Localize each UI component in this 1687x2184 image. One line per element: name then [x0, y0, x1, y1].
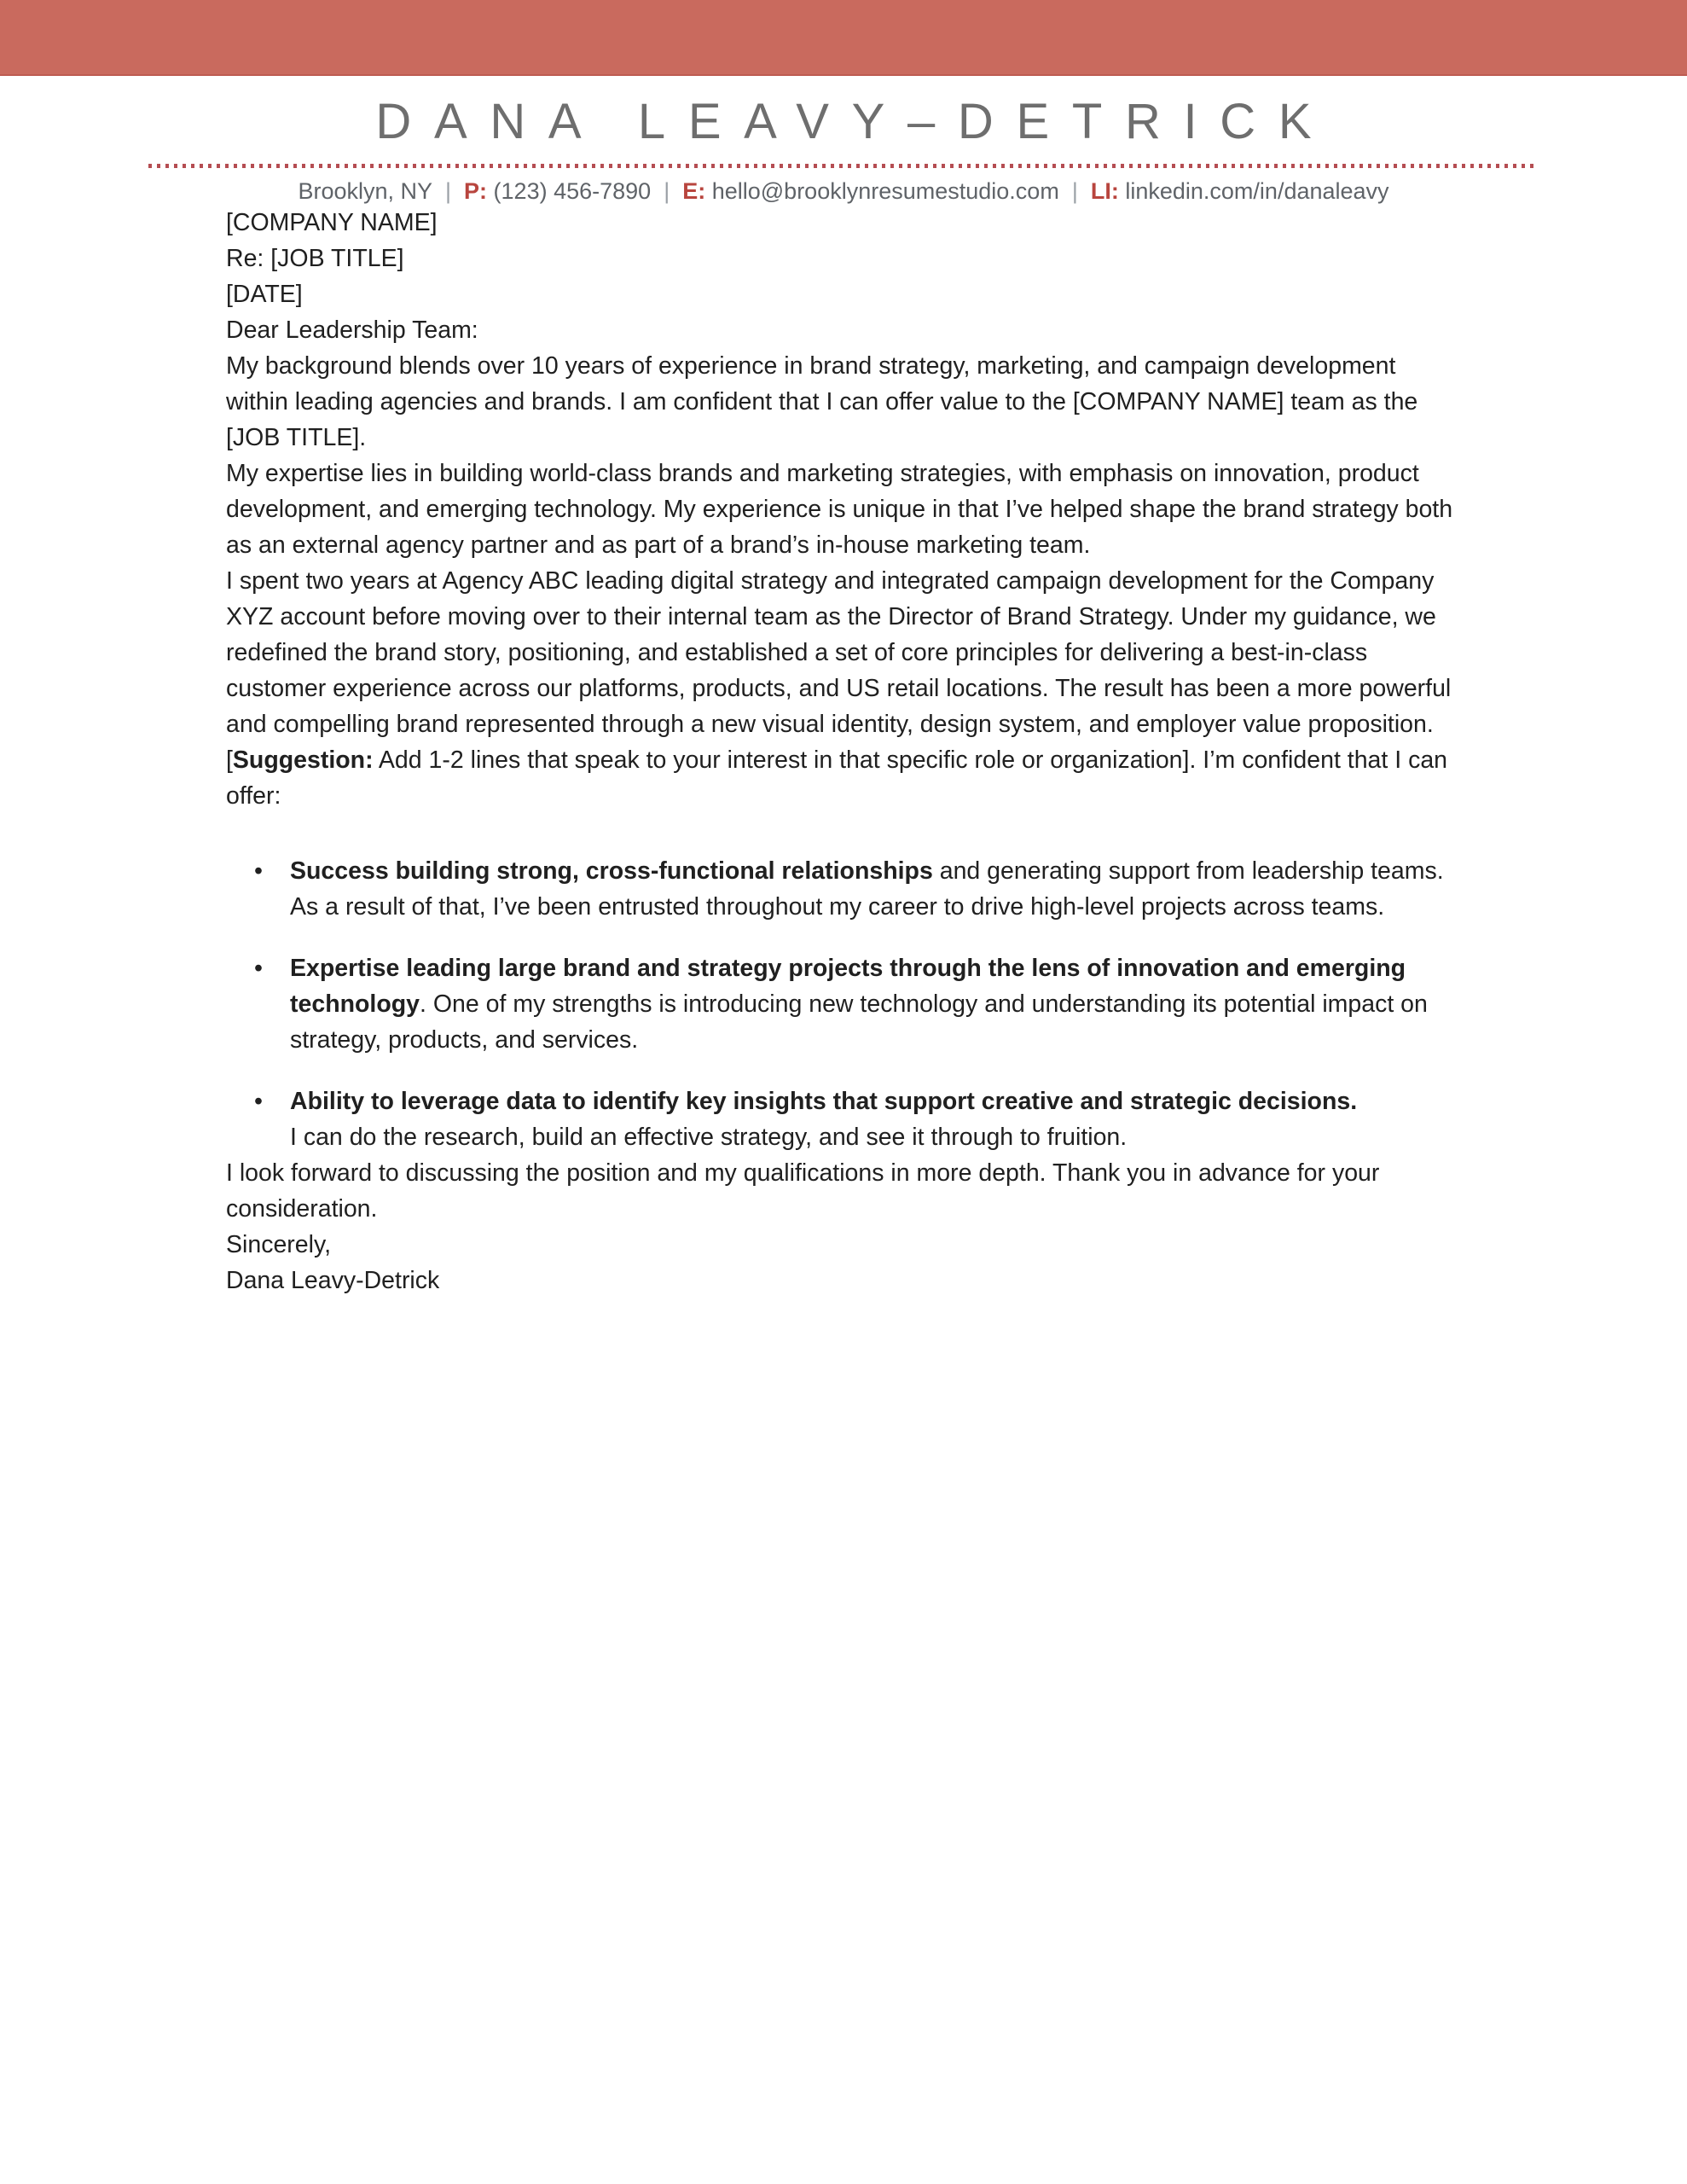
- list-item: [254, 853, 1461, 925]
- bullet-icon: •: [254, 857, 263, 885]
- signature-name: Dana Leavy-Detrick: [226, 1267, 440, 1294]
- bullet-icon: •: [254, 955, 263, 982]
- contact-email: hello@brooklynresumestudio.com: [711, 178, 1059, 204]
- contact-separator: |: [445, 178, 452, 204]
- contact-phone: (123) 456-7890: [493, 178, 652, 204]
- bullet-bold-text: Ability to leverage data to identify key insights that support creative and strategic decisions.: [290, 1088, 1358, 1115]
- recipient-re-line: Re: [JOB TITLE]: [226, 245, 404, 272]
- list-item: [254, 950, 1461, 1058]
- qualifications-list: [226, 853, 1461, 1155]
- contact-linkedin: linkedin.com/in/danaleavy: [1125, 178, 1389, 204]
- suggestion-bold: Suggestion:: [232, 746, 374, 774]
- contact-separator: |: [664, 178, 670, 204]
- letter-body: [0, 205, 1687, 1298]
- list-item: [254, 1083, 1461, 1155]
- bullet-rest-text: I can do the research, build an effective strategy, and see it through to fruition.: [290, 1124, 1128, 1151]
- bullet-rest-text: . One of my strengths is introducing new technology and understanding its potential impact on strategy, products, and services.: [290, 990, 1428, 1054]
- suggestion-rest: Add 1-2 lines that speak to your interest in that specific role or organization]. I’m confident that I can offer:: [226, 746, 1448, 810]
- recipient-block: [226, 205, 1461, 276]
- header-banner: [0, 0, 1687, 76]
- paragraph-expertise: My expertise lies in building world-class brands and marketing strategies, with emphasis on innovation, product development, and emerging technology. My experience is unique in that I’ve helped shape the brand strategy both as an external agency partner and as part of a brand’s in-house marketing team.: [226, 460, 1453, 559]
- salutation: Dear Leadership Team:: [226, 317, 478, 344]
- bullet-bold-text: Success building strong, cross-functional relationships: [290, 857, 933, 885]
- signoff: Sincerely,: [226, 1231, 332, 1258]
- dotted-divider: [148, 164, 1539, 168]
- paragraph-intro: My background blends over 10 years of experience in brand strategy, marketing, and campaign development within leading agencies and brands. I am confident that I can offer value to the [COMPANY NAME] team as the [JOB TITLE].: [226, 352, 1418, 451]
- contact-location: Brooklyn, NY: [298, 178, 433, 204]
- suggestion-open-bracket: [: [226, 746, 233, 774]
- email-label: E:: [682, 178, 706, 204]
- bullet-bold-text: Expertise leading large brand and strategy projects through the lens of innovation and emerging technology: [290, 955, 1406, 1018]
- paragraph-closing: I look forward to discussing the position and my qualifications in more depth. Thank you in advance for your consideration.: [226, 1159, 1380, 1223]
- bullet-rest-text: and generating support from leadership teams. As a result of that, I’ve been entrusted throughout my career to drive high-level projects across teams.: [290, 857, 1444, 921]
- recipient-company: [COMPANY NAME]: [226, 209, 438, 236]
- contact-bar: [0, 178, 1687, 205]
- linkedin-label: LI:: [1090, 178, 1119, 204]
- person-name: DANA LEAVY–DETRICK: [375, 94, 1335, 149]
- contact-separator: |: [1071, 178, 1078, 204]
- bullet-icon: •: [254, 1088, 263, 1115]
- paragraph-suggestion: [226, 742, 1461, 814]
- date-line: [DATE]: [226, 281, 303, 308]
- paragraph-experience: I spent two years at Agency ABC leading digital strategy and integrated campaign development for the Company XYZ account before moving over to their internal team as the Director of Brand Strategy. Under my guidance, we redefined the brand story, positioning, and established a set of core principles for delivering a best-in-class customer experience across our platforms, products, and US retail locations. The result has been a more powerful and compelling brand represented through a new visual identity, design system, and employer value proposition.: [226, 567, 1452, 738]
- phone-label: P:: [464, 178, 488, 204]
